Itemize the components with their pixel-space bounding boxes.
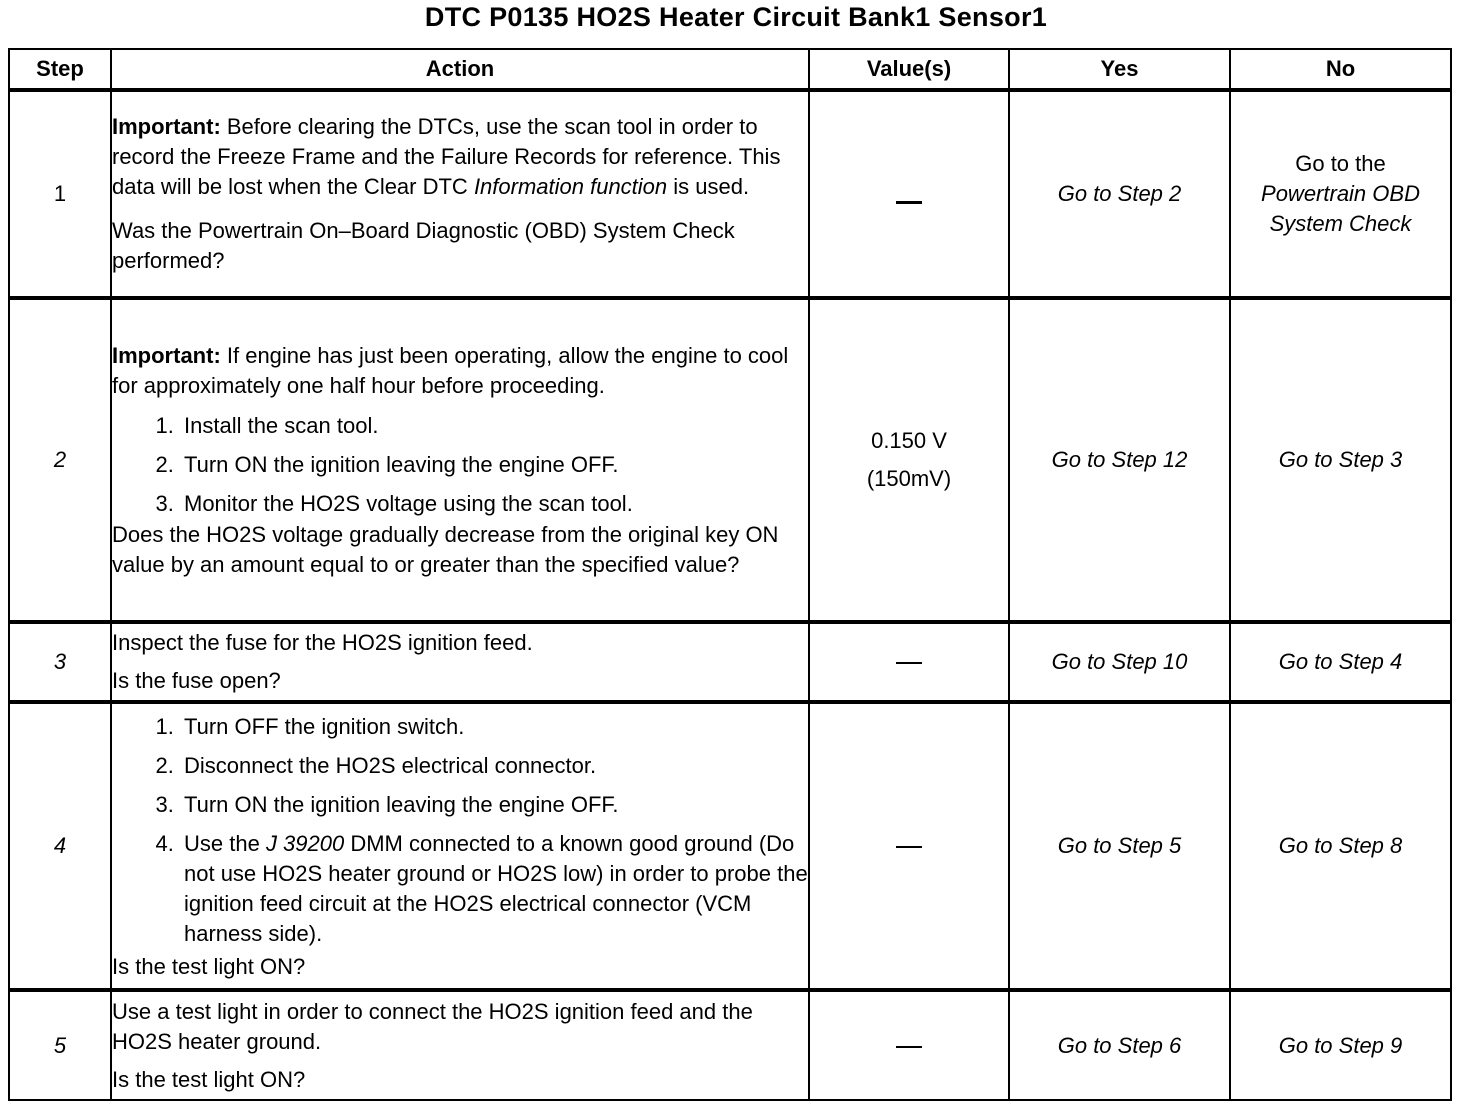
yes-link[interactable]: Go to Step 12: [1051, 447, 1188, 472]
action-cell: [111, 990, 809, 1100]
table-row-step-1: [9, 90, 1451, 298]
list-item: 3. Monitor the HO2S voltage using the scan tool.: [180, 489, 808, 519]
header-step: Step: [9, 49, 111, 90]
action-cell: [111, 702, 809, 990]
question-text: Is the fuse open?: [112, 668, 281, 693]
list-item: 2. Disconnect the HO2S electrical connector.: [180, 751, 808, 781]
step-number: 2: [9, 298, 111, 622]
list-item: 2. Turn ON the ignition leaving the engine OFF.: [180, 450, 808, 480]
header-values: Value(s): [809, 49, 1009, 90]
dash-icon: [896, 846, 922, 848]
no-link[interactable]: Go to Step 4: [1278, 649, 1403, 674]
value-cell: [809, 90, 1009, 298]
diagnostic-table: [8, 48, 1452, 1101]
yes-link[interactable]: Go to Step 10: [1051, 649, 1188, 674]
important-tail: is used.: [667, 174, 750, 199]
yes-cell: [1009, 702, 1230, 990]
important-label: Important:: [112, 114, 221, 139]
dash-icon: [896, 201, 922, 204]
important-note: [112, 112, 808, 202]
yes-link[interactable]: Go to Step 2: [1057, 181, 1182, 206]
no-cell: [1230, 622, 1451, 702]
page-title: DTC P0135 HO2S Heater Circuit Bank1 Sensor1: [424, 2, 1048, 32]
list-item: 1. Turn OFF the ignition switch.: [180, 712, 808, 742]
no-cell: [1230, 90, 1451, 298]
step-number: 3: [9, 622, 111, 702]
no-cell: [1230, 298, 1451, 622]
table-row-step-4: [9, 702, 1451, 990]
question-text: Is the test light ON?: [112, 954, 306, 979]
header-yes: Yes: [1009, 49, 1230, 90]
question-text: Was the Powertrain On–Board Diagnostic (OBD) System Check performed?: [112, 218, 735, 273]
yes-cell: [1009, 622, 1230, 702]
question-text: Is the test light ON?: [112, 1066, 306, 1092]
table-row-step-2: [9, 298, 1451, 622]
list-item: 3. Turn ON the ignition leaving the engine OFF.: [180, 790, 808, 820]
important-text: If engine has just been operating, allow the engine to cool for approximately one half hour before proceeding.: [112, 342, 789, 398]
action-cell: [111, 90, 809, 298]
value-cell: [809, 298, 1009, 622]
step4-prefix: Use the: [184, 831, 266, 856]
table-row-step-5: [9, 990, 1451, 1100]
action-cell: [111, 622, 809, 702]
important-italic: Information function: [473, 174, 668, 199]
value-cell: [809, 990, 1009, 1100]
no-cell: [1230, 702, 1451, 990]
yes-cell: [1009, 990, 1230, 1100]
value-millivolts: (150mV): [866, 466, 952, 491]
header-action: Action: [111, 49, 809, 90]
step-number: 5: [9, 990, 111, 1100]
action-text: Inspect the fuse for the HO2S ignition feed.: [112, 630, 533, 655]
no-link[interactable]: Go to Step 8: [1278, 833, 1403, 858]
yes-cell: [1009, 90, 1230, 298]
yes-cell: [1009, 298, 1230, 622]
action-cell: [111, 298, 809, 622]
list-item: [180, 829, 808, 949]
question-text: Does the HO2S voltage gradually decrease from the original key ON value by an amount equal to or greater than the specified value?: [112, 521, 779, 577]
important-text: Before clearing the DTCs, use the scan tool in order to record the Freeze Frame and the Failure Records for reference. This data will be lost when the Clear DTC: [112, 114, 781, 199]
yes-link[interactable]: Go to Step 6: [1057, 1032, 1182, 1058]
value-cell: [809, 622, 1009, 702]
dash-icon: [896, 662, 922, 664]
list-item: 1. Install the scan tool.: [180, 411, 808, 441]
yes-link[interactable]: Go to Step 5: [1057, 833, 1182, 858]
action-text: Use a test light in order to connect the HO2S ignition feed and the HO2S heater ground.: [112, 998, 753, 1054]
value-cell: [809, 702, 1009, 990]
no-link[interactable]: Go to Step 9: [1278, 1032, 1403, 1058]
step4-text: DMM connected to a known good ground (Do not use HO2S heater ground or HO2S low) in order to probe the ignition feed circuit at the HO2S electrical connector (VCM harness side).: [184, 831, 808, 946]
important-note: [112, 341, 808, 401]
procedure-list: [112, 411, 808, 519]
no-link[interactable]: Powertrain OBD System Check: [1261, 181, 1420, 236]
procedure-list: [112, 712, 808, 949]
dash-icon: [896, 1046, 922, 1048]
step-number: 4: [9, 702, 111, 990]
important-label: Important:: [112, 342, 221, 368]
value-volts: 0.150 V: [871, 428, 947, 453]
no-cell: [1230, 990, 1451, 1100]
table-row-step-3: [9, 622, 1451, 702]
tool-number: J 39200: [265, 831, 345, 856]
table-header-row: [9, 49, 1451, 90]
step-number: 1: [9, 90, 111, 298]
no-prefix: Go to the: [1295, 151, 1386, 176]
no-link[interactable]: Go to Step 3: [1278, 447, 1403, 472]
header-no: No: [1230, 49, 1451, 90]
